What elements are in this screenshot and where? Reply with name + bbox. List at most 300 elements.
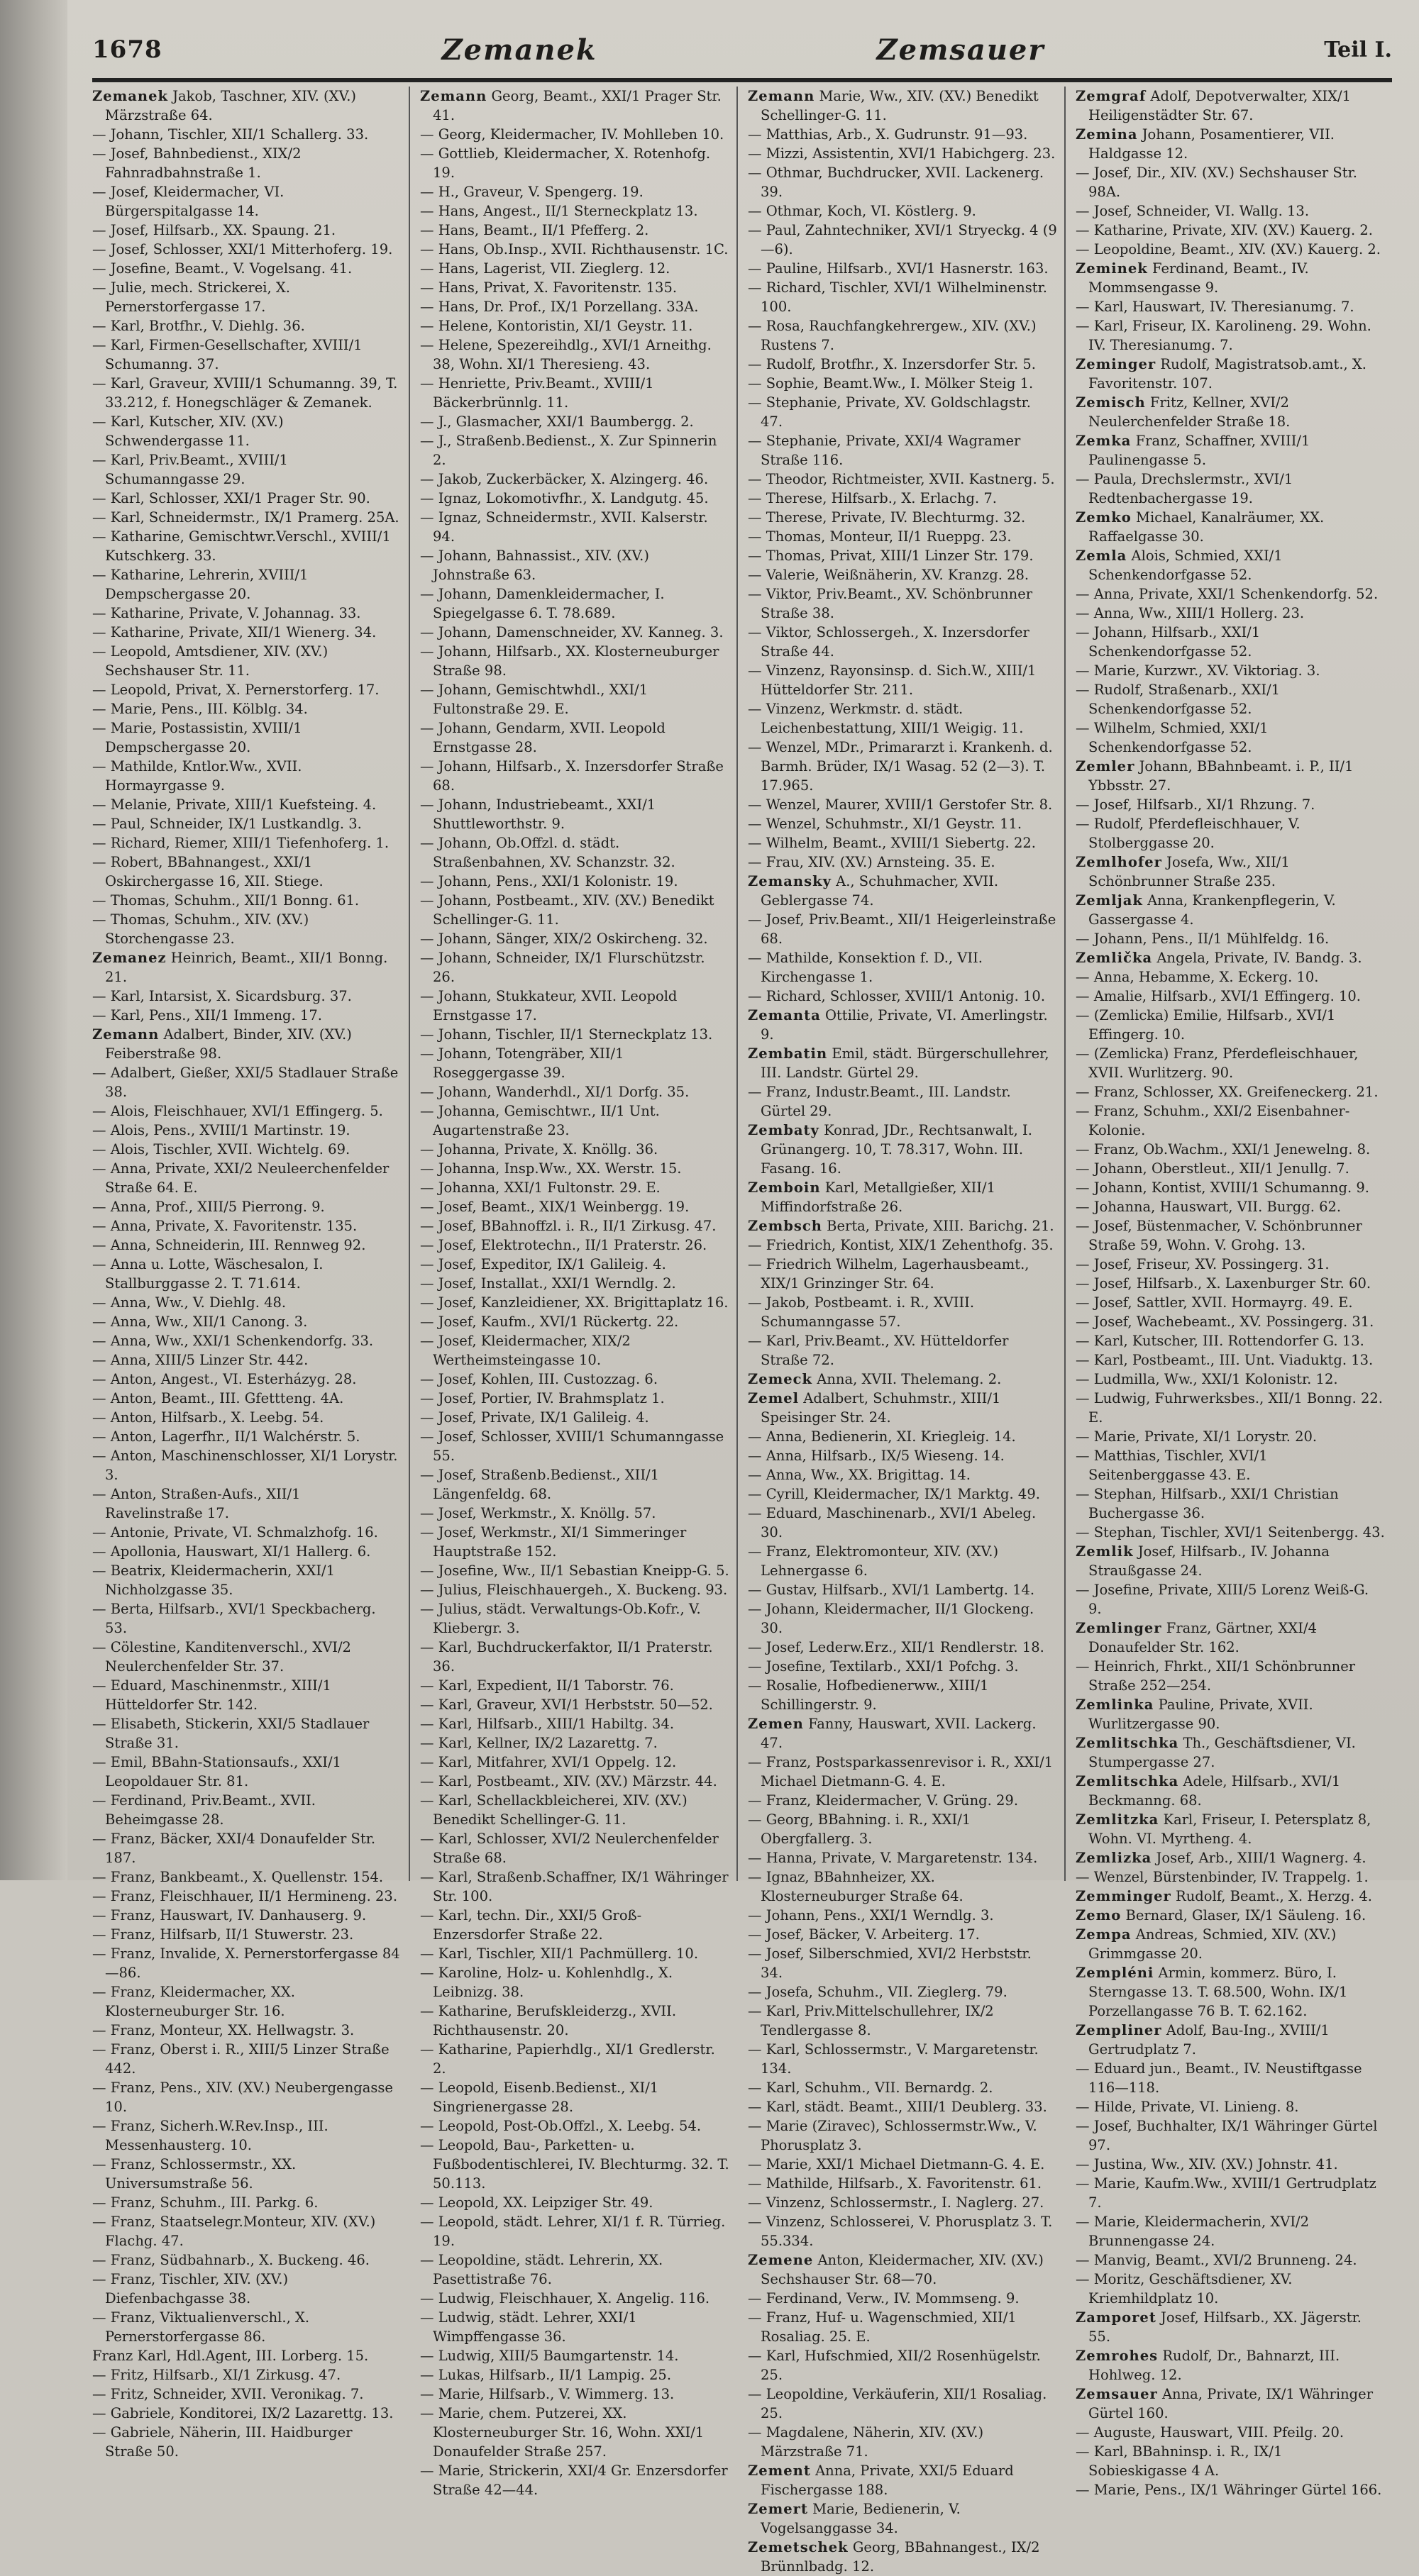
directory-entry	[92, 891, 402, 910]
entry-text: — Karl, Postbeamt., XIV. (XV.) Märzstr. 44.	[420, 1773, 717, 1789]
entry-text: — Katharine, Gemischtwr.Verschl., XVIII/1 Kutschkerg. 33.	[92, 528, 391, 564]
directory-entry	[92, 795, 402, 814]
directory-entry	[748, 125, 1057, 144]
directory-entry	[748, 1389, 1057, 1427]
directory-entry	[420, 2136, 729, 2193]
entry-surname: Zemansky	[748, 873, 832, 889]
entry-text: — Johann, Wanderhdl., XI/1 Dorfg. 35.	[420, 1084, 690, 1100]
directory-entry	[92, 2308, 402, 2346]
directory-entry	[92, 1944, 402, 1982]
directory-entry	[1076, 1293, 1385, 1312]
directory-entry	[748, 1982, 1057, 2002]
directory-entry	[420, 221, 729, 240]
directory-entry	[748, 431, 1057, 470]
directory-entry	[92, 1887, 402, 1906]
directory-entry	[420, 1829, 729, 1867]
directory-entry	[420, 125, 729, 144]
entry-text: Bernard, Glaser, IX/1 Säuleng. 16.	[1125, 1907, 1366, 1923]
directory-entry	[420, 1216, 729, 1236]
entry-text: Karl, Metallgießer, XII/1 Miffindorfstraße 26.	[761, 1179, 995, 1215]
entry-text: — Josefine, Beamt., V. Vogelsang. 41.	[92, 260, 353, 277]
entry-surname: Zeminek	[1076, 260, 1148, 277]
directory-entry	[92, 1197, 402, 1216]
entry-text: — Franz, Schlossermstr., XX. Universumstraße 56.	[92, 2156, 297, 2192]
entry-text: — Josef, Portier, IV. Brahmsplatz 1.	[420, 1390, 665, 1406]
directory-entry	[92, 1255, 402, 1293]
directory-entry	[92, 2078, 402, 2116]
entry-text: Josef, Arb., XIII/1 Wagnerg. 4.	[1156, 1850, 1366, 1866]
directory-entry	[92, 910, 402, 948]
directory-entry	[748, 1714, 1057, 1753]
directory-entry	[92, 757, 402, 795]
directory-entry	[748, 2461, 1057, 2499]
directory-entry	[1076, 1695, 1385, 1733]
entry-text: — Josef, Kanzleidiener, XX. Brigittaplatz 16.	[420, 1294, 729, 1311]
directory-entry	[748, 872, 1057, 910]
entry-text: — Fritz, Schneider, XVII. Veronikag. 7.	[92, 2386, 364, 2402]
directory-entry	[92, 2040, 402, 2078]
directory-entry	[92, 814, 402, 833]
directory-entry	[92, 2193, 402, 2212]
entry-surname: Zempléni	[1076, 1965, 1154, 1981]
entry-text: — Pauline, Hilfsarb., XVI/1 Hasnerstr. 163.	[748, 260, 1049, 277]
entry-text: Josefa, Ww., XII/1 Schönbrunner Straße 235.	[1088, 854, 1290, 889]
entry-text: Angela, Private, IV. Bandg. 3.	[1156, 950, 1362, 966]
entry-text: — Franz, Postsparkassenrevisor i. R., XXI/1 Michael Dietmann-G. 4. E.	[748, 1754, 1054, 1789]
entry-text: — Anna, Schneiderin, III. Rennweg 92.	[92, 1237, 366, 1253]
entry-text: — Auguste, Hauswart, VIII. Pfeilg. 20.	[1076, 2424, 1345, 2441]
entry-text: Adele, Hilfsarb., XVI/1 Beckmanng. 68.	[1088, 1773, 1341, 1809]
entry-text: — Manvig, Beamt., XVI/2 Brunneng. 24.	[1076, 2252, 1357, 2268]
entry-text: — Anna, Private, X. Favoritenstr. 135.	[92, 1218, 358, 1234]
entry-text: — Franz, Kleidermacher, XX. Klosterneuburger Str. 16.	[92, 1984, 296, 2019]
entry-surname: Zemlhofer	[1076, 854, 1162, 870]
entry-surname: Zemel	[748, 1390, 800, 1406]
directory-entry	[748, 1236, 1057, 1255]
entry-surname: Zemlitschka	[1076, 1735, 1179, 1751]
directory-entry	[1076, 929, 1385, 948]
entry-text: — Julie, mech. Strickerei, X. Pernerstorfergasse 17.	[92, 279, 290, 315]
directory-entry	[420, 642, 729, 680]
directory-entry	[1076, 1523, 1385, 1542]
entry-text: — Karl, Kutscher, XIV. (XV.) Schwendergasse 11.	[92, 413, 284, 449]
directory-entry	[420, 1580, 729, 1599]
entry-text: — Viktor, Schlossergeh., X. Inzersdorfer Straße 44.	[748, 624, 1029, 660]
entry-text: — Katharine, Papierhdlg., XI/1 Gredlerstr. 2.	[420, 2041, 715, 2077]
entry-text: — Therese, Private, IV. Blechturmg. 32.	[748, 509, 1026, 526]
directory-entry	[420, 1082, 729, 1101]
directory-entry	[748, 2346, 1057, 2385]
entry-text: — Anna, Hebamme, X. Eckerg. 10.	[1076, 969, 1319, 985]
entry-text: — Mathilde, Hilfsarb., X. Favoritenstr. 61.	[748, 2175, 1042, 2192]
directory-entry	[748, 1925, 1057, 1944]
entry-text: — Karl, Tischler, XII/1 Pachmüllerg. 10.	[420, 1945, 699, 1962]
entry-text: — Paul, Schneider, IX/1 Lustkandlg. 3.	[92, 816, 362, 832]
directory-entry	[748, 2174, 1057, 2193]
entry-text: — Karl, Priv.Mittelschullehrer, IX/2 Tendlergasse 8.	[748, 2003, 994, 2038]
entry-text: Adalbert, Schuhmstr., XIII/1 Speisinger Str. 24.	[761, 1390, 1001, 1426]
directory-entry	[1076, 853, 1385, 891]
directory-entry	[748, 1504, 1057, 1542]
directory-entry	[1076, 1159, 1385, 1178]
directory-entry	[1076, 2174, 1385, 2212]
entry-text: — Franz, Schlosser, XX. Greifeneckerg. 21.	[1076, 1084, 1379, 1100]
entry-text: — Valerie, Weißnäherin, XV. Kranzg. 28.	[748, 567, 1029, 583]
entry-text: — Leopoldine, städt. Lehrerin, XX. Pasettistraße 76.	[420, 2252, 663, 2287]
directory-entry	[420, 1638, 729, 1676]
entry-text: — Johann, Gendarm, XVII. Leopold Ernstgasse 28.	[420, 720, 666, 755]
directory-entry	[748, 1867, 1057, 1906]
directory-entry	[92, 1446, 402, 1484]
directory-entry	[1076, 1772, 1385, 1810]
directory-entry	[420, 489, 729, 508]
directory-entry	[1076, 1925, 1385, 1963]
entry-text: — Johann, Bahnassist., XIV. (XV.) Johnstraße 63.	[420, 548, 649, 583]
directory-entry	[420, 259, 729, 278]
directory-entry	[92, 450, 402, 489]
directory-entry	[1076, 1312, 1385, 1331]
entry-text: — Josef, Werkmstr., X. Knöllg. 57.	[420, 1505, 656, 1521]
entry-text: — Josef, Elektrotechn., II/1 Praterstr. 26.	[420, 1237, 707, 1253]
directory-entry	[92, 1925, 402, 1944]
directory-entry	[748, 546, 1057, 565]
directory-entry	[748, 1484, 1057, 1504]
directory-entry	[748, 1370, 1057, 1389]
entry-text: — Richard, Riemer, XIII/1 Tiefenhoferg. 1.	[92, 835, 390, 851]
directory-entry	[92, 1829, 402, 1867]
directory-entry	[92, 278, 402, 316]
entry-surname: Zemo	[1076, 1907, 1122, 1923]
directory-entry	[420, 1101, 729, 1140]
entry-text: Alois, Schmied, XXI/1 Schenkendorfgasse 52.	[1088, 548, 1283, 583]
entry-text: — Karl, Firmen-Gesellschafter, XVIII/1 Schumanng. 37.	[92, 337, 363, 372]
directory-entry	[1076, 2308, 1385, 2346]
entry-text: — Marie, XXI/1 Michael Dietmann-G. 4. E.	[748, 2156, 1045, 2172]
directory-entry	[420, 316, 729, 335]
directory-entry	[1076, 2480, 1385, 2499]
entry-text: — Franz, Pens., XIV. (XV.) Neubergengasse 10.	[92, 2080, 393, 2115]
entry-text: — Franz, Südbahnarb., X. Buckeng. 46.	[92, 2252, 370, 2268]
directory-entry	[1076, 221, 1385, 240]
directory-entry	[1076, 2059, 1385, 2097]
entry-text: — Stephanie, Private, XXI/4 Wagramer Straße 116.	[748, 433, 1021, 468]
entry-surname: Zemgraf	[1076, 88, 1147, 104]
directory-entry	[420, 1676, 729, 1695]
directory-entry	[748, 1331, 1057, 1370]
entry-text: Anna, Private, IX/1 Währinger Gürtel 160.	[1088, 2386, 1374, 2421]
entry-text: — Karl, Graveur, XVIII/1 Schumanng. 39, T. 33.212, f. Honegschläger & Zemanek.	[92, 375, 398, 411]
entry-text: — Ferdinand, Verw., IV. Mommseng. 9.	[748, 2290, 1020, 2306]
directory-entry	[1076, 1906, 1385, 1925]
entry-text: — Alois, Tischler, XVII. Wichtelg. 69.	[92, 1141, 350, 1157]
directory-entry	[748, 508, 1057, 527]
directory-entry	[748, 1753, 1057, 1791]
directory-entry	[420, 2212, 729, 2250]
directory-entry	[420, 2289, 729, 2308]
entry-text: — Karl, Mitfahrer, XVI/1 Oppelg. 12.	[420, 1754, 677, 1770]
directory-entry	[420, 795, 729, 833]
directory-entry	[1076, 2442, 1385, 2480]
entry-text: — Johann, Damenkleidermacher, I. Spiegelgasse 6. T. 78.689.	[420, 586, 665, 621]
directory-entry	[92, 987, 402, 1006]
directory-entry	[420, 2002, 729, 2040]
entry-text: — Marie, Strickerin, XXI/4 Gr. Enzersdorfer Straße 42—44.	[420, 2463, 728, 2498]
directory-entry	[748, 2097, 1057, 2116]
entry-text: — Marie (Ziravec), Schlossermstr.Ww., V. Phorusplatz 3.	[748, 2118, 1037, 2153]
entry-text: — Leopoldine, Verkäuferin, XII/1 Rosaliag. 25.	[748, 2386, 1047, 2421]
directory-entry	[1076, 316, 1385, 355]
entry-text: Michael, Kanalräumer, XX. Raffaelgasse 30.	[1088, 509, 1325, 545]
entry-text: — J., Straßenb.Bedienst., X. Zur Spinnerin 2.	[420, 433, 717, 468]
directory-entry	[420, 1867, 729, 1906]
directory-entry	[748, 374, 1057, 393]
directory-entry	[748, 87, 1057, 125]
directory-entry	[1076, 795, 1385, 814]
entry-text: — Franz, Bäcker, XXI/4 Donaufelder Str. 187.	[92, 1831, 376, 1866]
entry-text: — Karl, Schellackbleicherei, XIV. (XV.) Benedikt Schellinger-G. 11.	[420, 1792, 688, 1828]
entry-text: — Josef, Kleidermacher, VI. Bürgerspitalgasse 14.	[92, 184, 285, 219]
directory-entry	[1076, 1848, 1385, 1867]
directory-entry	[420, 2078, 729, 2116]
entry-text: — Karl, Expedient, II/1 Taborstr. 76.	[420, 1677, 674, 1694]
entry-text: — Julius, Fleischhauergeh., X. Buckeng. 93.	[420, 1582, 728, 1598]
directory-entry	[748, 2250, 1057, 2289]
entry-text: — Marie, Private, XI/1 Lorystr. 20.	[1076, 1428, 1318, 1445]
directory-entry	[1076, 1733, 1385, 1772]
directory-entry	[1076, 163, 1385, 201]
directory-entry	[92, 1006, 402, 1025]
entry-text: — Leopold, städt. Lehrer, XI/1 f. R. Türrieg. 19.	[420, 2214, 726, 2249]
directory-entry	[748, 2002, 1057, 2040]
directory-entry	[92, 853, 402, 891]
entry-text: — Mathilde, Kntlor.Ww., XVII. Hormayrgasse 9.	[92, 758, 302, 794]
directory-entry	[420, 297, 729, 316]
entry-text: Franz, Gärtner, XXI/4 Donaufelder Str. 162.	[1088, 1620, 1317, 1655]
entry-text: — Leopoldine, Beamt., XIV. (XV.) Kauerg. 2.	[1076, 241, 1381, 257]
entry-text: — Othmar, Koch, VI. Köstlerg. 9.	[748, 203, 976, 219]
directory-entry	[92, 1350, 402, 1370]
entry-text: — Karl, Kellner, IX/2 Lazarettg. 7.	[420, 1735, 658, 1751]
entry-text: — Wenzel, Maurer, XVIII/1 Gerstofer Str. 8.	[748, 796, 1053, 813]
directory-entry	[748, 1791, 1057, 1810]
directory-entry	[92, 1293, 402, 1312]
directory-entry	[92, 2423, 402, 2461]
entry-surname: Zemann	[92, 1026, 160, 1043]
directory-entry	[420, 1714, 729, 1733]
directory-entry	[420, 1504, 729, 1523]
entry-text: — Johann, Tischler, II/1 Sterneckplatz 13.	[420, 1026, 713, 1043]
entry-text: — Berta, Hilfsarb., XVI/1 Speckbacherg. 53.	[92, 1601, 376, 1636]
entry-text: — Johann, Industriebeamt., XXI/1 Shuttleworthstr. 9.	[420, 796, 656, 832]
entry-text: — Josef, Expeditor, IX/1 Galileig. 4.	[420, 1256, 666, 1272]
entry-text: — Josef, Dir., XIV. (XV.) Sechshauser Str. 98A.	[1076, 165, 1357, 200]
entry-surname: Zemka	[1076, 433, 1132, 449]
directory-entry	[92, 604, 402, 623]
directory-entry	[748, 1810, 1057, 1848]
entry-surname: Zemlitschka	[1076, 1773, 1179, 1789]
directory-entry	[92, 1063, 402, 1101]
entry-text: — Fritz, Hilfsarb., XI/1 Zirkusg. 47.	[92, 2367, 341, 2383]
entry-text: — Rudolf, Pferdefleischhauer, V. Stolberggasse 20.	[1076, 816, 1301, 851]
entry-text: — Karl, Schlosser, XVI/2 Neulerchenfelder Straße 68.	[420, 1831, 719, 1866]
directory-entry	[420, 1159, 729, 1178]
entry-text: — Johanna, XXI/1 Fultonstr. 29. E.	[420, 1179, 661, 1196]
directory-entry	[748, 144, 1057, 163]
directory-entry	[748, 1446, 1057, 1465]
directory-entry	[420, 431, 729, 470]
directory-entry	[748, 795, 1057, 814]
entry-text: — Franz, Bankbeamt., X. Quellenstr. 154.	[92, 1869, 384, 1885]
entry-text: — Karl, Intarsist, X. Sicardsburg. 37.	[92, 988, 352, 1004]
directory-entry	[748, 853, 1057, 872]
directory-entry	[1076, 680, 1385, 718]
entry-text: — Anna, Ww., V. Diehlg. 48.	[92, 1294, 287, 1311]
entry-text: — Anna, Private, XXI/1 Schenkendorfg. 52.	[1076, 586, 1379, 602]
directory-entry	[92, 2270, 402, 2308]
directory-entry	[748, 1465, 1057, 1484]
entry-surname: Zeminger	[1076, 356, 1156, 372]
entry-text: — Josef, Hilfsarb., X. Laxenburger Str. 60.	[1076, 1275, 1371, 1292]
directory-entry	[420, 182, 729, 201]
entry-text: A., Schuhmacher, XVII. Geblergasse 74.	[761, 873, 999, 909]
directory-entry	[92, 2155, 402, 2193]
directory-entry	[1076, 2116, 1385, 2155]
entry-text: — Johann, Kontist, XVIII/1 Schumanng. 9.	[1076, 1179, 1369, 1196]
entry-text: — Ludwig, Fleischhauer, X. Angelig. 116.	[420, 2290, 710, 2306]
directory-entry	[748, 489, 1057, 508]
directory-entry	[748, 2193, 1057, 2212]
directory-entry	[748, 2078, 1057, 2097]
directory-entry	[1076, 2155, 1385, 2174]
entry-text: — Anton, Lagerfhr., II/1 Walchérstr. 5.	[92, 1428, 360, 1445]
directory-entry	[420, 201, 729, 221]
directory-entry	[1076, 1963, 1385, 2021]
entry-text: — Josef, Sattler, XVII. Hormayrg. 49. E.	[1076, 1294, 1353, 1311]
entry-surname: Zemlik	[1076, 1543, 1134, 1560]
directory-entry	[748, 948, 1057, 987]
entry-text: — Johanna, Hauswart, VII. Burgg. 62.	[1076, 1199, 1342, 1215]
directory-entry	[748, 2040, 1057, 2078]
entry-text: — Johanna, Insp.Ww., XX. Werstr. 15.	[420, 1160, 682, 1177]
entry-text: Heinrich, Beamt., XII/1 Bonng. 21.	[105, 950, 388, 985]
entry-surname: Zemminger	[1076, 1888, 1171, 1904]
entry-text: — Franz, Huf- u. Wagenschmied, XII/1 Rosaliag. 25. E.	[748, 2309, 1017, 2345]
entry-surname: Zemlinka	[1076, 1697, 1154, 1713]
directory-entry	[420, 1733, 729, 1753]
entry-text: — Karl, techn. Dir., XXI/5 Groß-Enzersdorfer Straße 22.	[420, 1907, 642, 1943]
directory-entry	[420, 1465, 729, 1504]
entry-text: — Johann, Pens., II/1 Mühlfeldg. 16.	[1076, 931, 1330, 947]
directory-entry	[748, 1580, 1057, 1599]
entry-surname: Zemann	[748, 88, 815, 104]
entry-text: — Johann, Sänger, XIX/2 Oskircheng. 32.	[420, 931, 708, 947]
entry-surname: Zemla	[1076, 548, 1127, 564]
directory-entry	[1076, 1887, 1385, 1906]
entry-text: — Thomas, Schuhm., XIV. (XV.) Storchengasse 23.	[92, 911, 309, 947]
directory-entry	[1076, 259, 1385, 297]
directory-entry	[748, 1006, 1057, 1044]
entry-text: — Wilhelm, Schmied, XXI/1 Schenkendorfgasse 52.	[1076, 720, 1269, 755]
entry-text: — Hans, Beamt., II/1 Pfefferg. 2.	[420, 222, 649, 238]
directory-entry	[92, 335, 402, 374]
directory-entry	[92, 833, 402, 853]
entry-text: — Magdalene, Näherin, XIV. (XV.) Märzstraße 71.	[748, 2424, 984, 2460]
entry-surname: Zempa	[1076, 1926, 1132, 1943]
entry-text: — Katharine, Berufskleiderzg., XVII. Richthausenstr. 20.	[420, 2003, 677, 2038]
entry-text: Rudolf, Dr., Bahnarzt, III. Hohlweg. 12.	[1088, 2348, 1340, 2383]
entry-text: — Josef, Werkmstr., XI/1 Simmeringer Hauptstraße 152.	[420, 1524, 687, 1560]
entry-text: — Franz, Hilfsarb, II/1 Stuwerstr. 23.	[92, 1926, 354, 1943]
entry-surname: Zemene	[748, 2252, 814, 2268]
directory-entry	[1076, 1657, 1385, 1695]
directory-entry	[420, 1791, 729, 1829]
directory-entry	[748, 1542, 1057, 1580]
entry-text: — Johann, Stukkateur, XVII. Leopold Ernstgasse 17.	[420, 988, 678, 1023]
directory-entry	[748, 316, 1057, 355]
entry-text: — Ludmilla, Ww., XXI/1 Kolonistr. 12.	[1076, 1371, 1338, 1387]
entry-text: Marie, Ww., XIV. (XV.) Benedikt Schellinger-G. 11.	[761, 88, 1039, 123]
entry-text: — Anton, Straßen-Aufs., XII/1 Ravelinstraße 17.	[92, 1486, 301, 1521]
directory-entry	[92, 1408, 402, 1427]
directory-entry	[92, 1484, 402, 1523]
entry-text: — Marie, Kleidermacherin, XVI/2 Brunnengasse 24.	[1076, 2214, 1310, 2249]
directory-entry	[420, 1772, 729, 1791]
entry-text: — Jakob, Postbeamt. i. R., XVIII. Schumanngasse 57.	[748, 1294, 975, 1330]
entry-text: — Marie, Kurzwr., XV. Viktoriag. 3.	[1076, 662, 1320, 679]
directory-entry	[1076, 240, 1385, 259]
directory-entry	[92, 642, 402, 680]
directory-entry	[420, 2365, 729, 2385]
entry-text: — Thomas, Schuhm., XII/1 Bonng. 61.	[92, 892, 360, 909]
header-last-entry: Zemsauer	[876, 33, 1045, 67]
entry-text: — Johann, Ob.Offzl. d. städt. Straßenbahnen, XV. Schanzstr. 32.	[420, 835, 675, 870]
directory-entry	[420, 1695, 729, 1714]
entry-text: — Melanie, Private, XIII/1 Kuefsteing. 4.	[92, 796, 377, 813]
directory-entry	[748, 1599, 1057, 1638]
directory-entry	[92, 1140, 402, 1159]
directory-entry	[748, 1044, 1057, 1082]
column-2	[420, 87, 738, 2498]
directory-entry	[92, 1638, 402, 1676]
entry-text: — Johann, Kleidermacher, II/1 Glockeng. 30.	[748, 1601, 1034, 1636]
directory-entry	[1076, 1216, 1385, 1255]
entry-text: Anna, Krankenpflegerin, V. Gassergasse 4.	[1088, 892, 1336, 928]
entry-text: — Gabriele, Näherin, III. Haidburger Straße 50.	[92, 2424, 353, 2460]
entry-text: — Josef, Schlosser, XXI/1 Mitterhoferg. 19.	[92, 241, 393, 257]
entry-text: Fritz, Kellner, XVI/2 Neulerchenfelder Straße 18.	[1088, 394, 1291, 430]
directory-entry	[748, 201, 1057, 221]
directory-entry	[92, 2346, 402, 2365]
entry-text: — Helene, Spezereihdlg., XVI/1 Arneithg. 38, Wohn. XI/1 Theresieng. 43.	[420, 337, 712, 372]
directory-entry	[1076, 297, 1385, 316]
entry-text: Georg, Beamt., XXI/1 Prager Str. 41.	[433, 88, 722, 123]
directory-entry	[420, 2385, 729, 2404]
entry-text: — Friedrich Wilhelm, Lagerhausbeamt., XIX/1 Grinzinger Str. 64.	[748, 1256, 1029, 1292]
entry-text: — Anton, Hilfsarb., X. Leebg. 54.	[92, 1409, 324, 1426]
entry-text: — (Zemlicka) Emilie, Hilfsarb., XVI/1 Effingerg. 10.	[1076, 1007, 1336, 1043]
directory-entry	[748, 987, 1057, 1006]
entry-text: — Rosa, Rauchfangkehrergew., XIV. (XV.) Rustens 7.	[748, 318, 1037, 353]
entry-text: — Viktor, Priv.Beamt., XV. Schönbrunner Straße 38.	[748, 586, 1033, 621]
entry-text: Fanny, Hauswart, XVII. Lackerg. 47.	[761, 1716, 1037, 1751]
entry-text: Adalbert, Binder, XIV. (XV.) Feiberstraße 98.	[105, 1026, 352, 1062]
directory-entry	[92, 1025, 402, 1063]
entry-text: — Gottlieb, Kleidermacher, X. Rotenhofg. 19.	[420, 145, 711, 181]
entry-text: — Franz, Monteur, XX. Hellwagstr. 3.	[92, 2022, 355, 2038]
directory-entry	[92, 2021, 402, 2040]
directory-entry	[748, 623, 1057, 661]
directory-entry	[748, 584, 1057, 623]
